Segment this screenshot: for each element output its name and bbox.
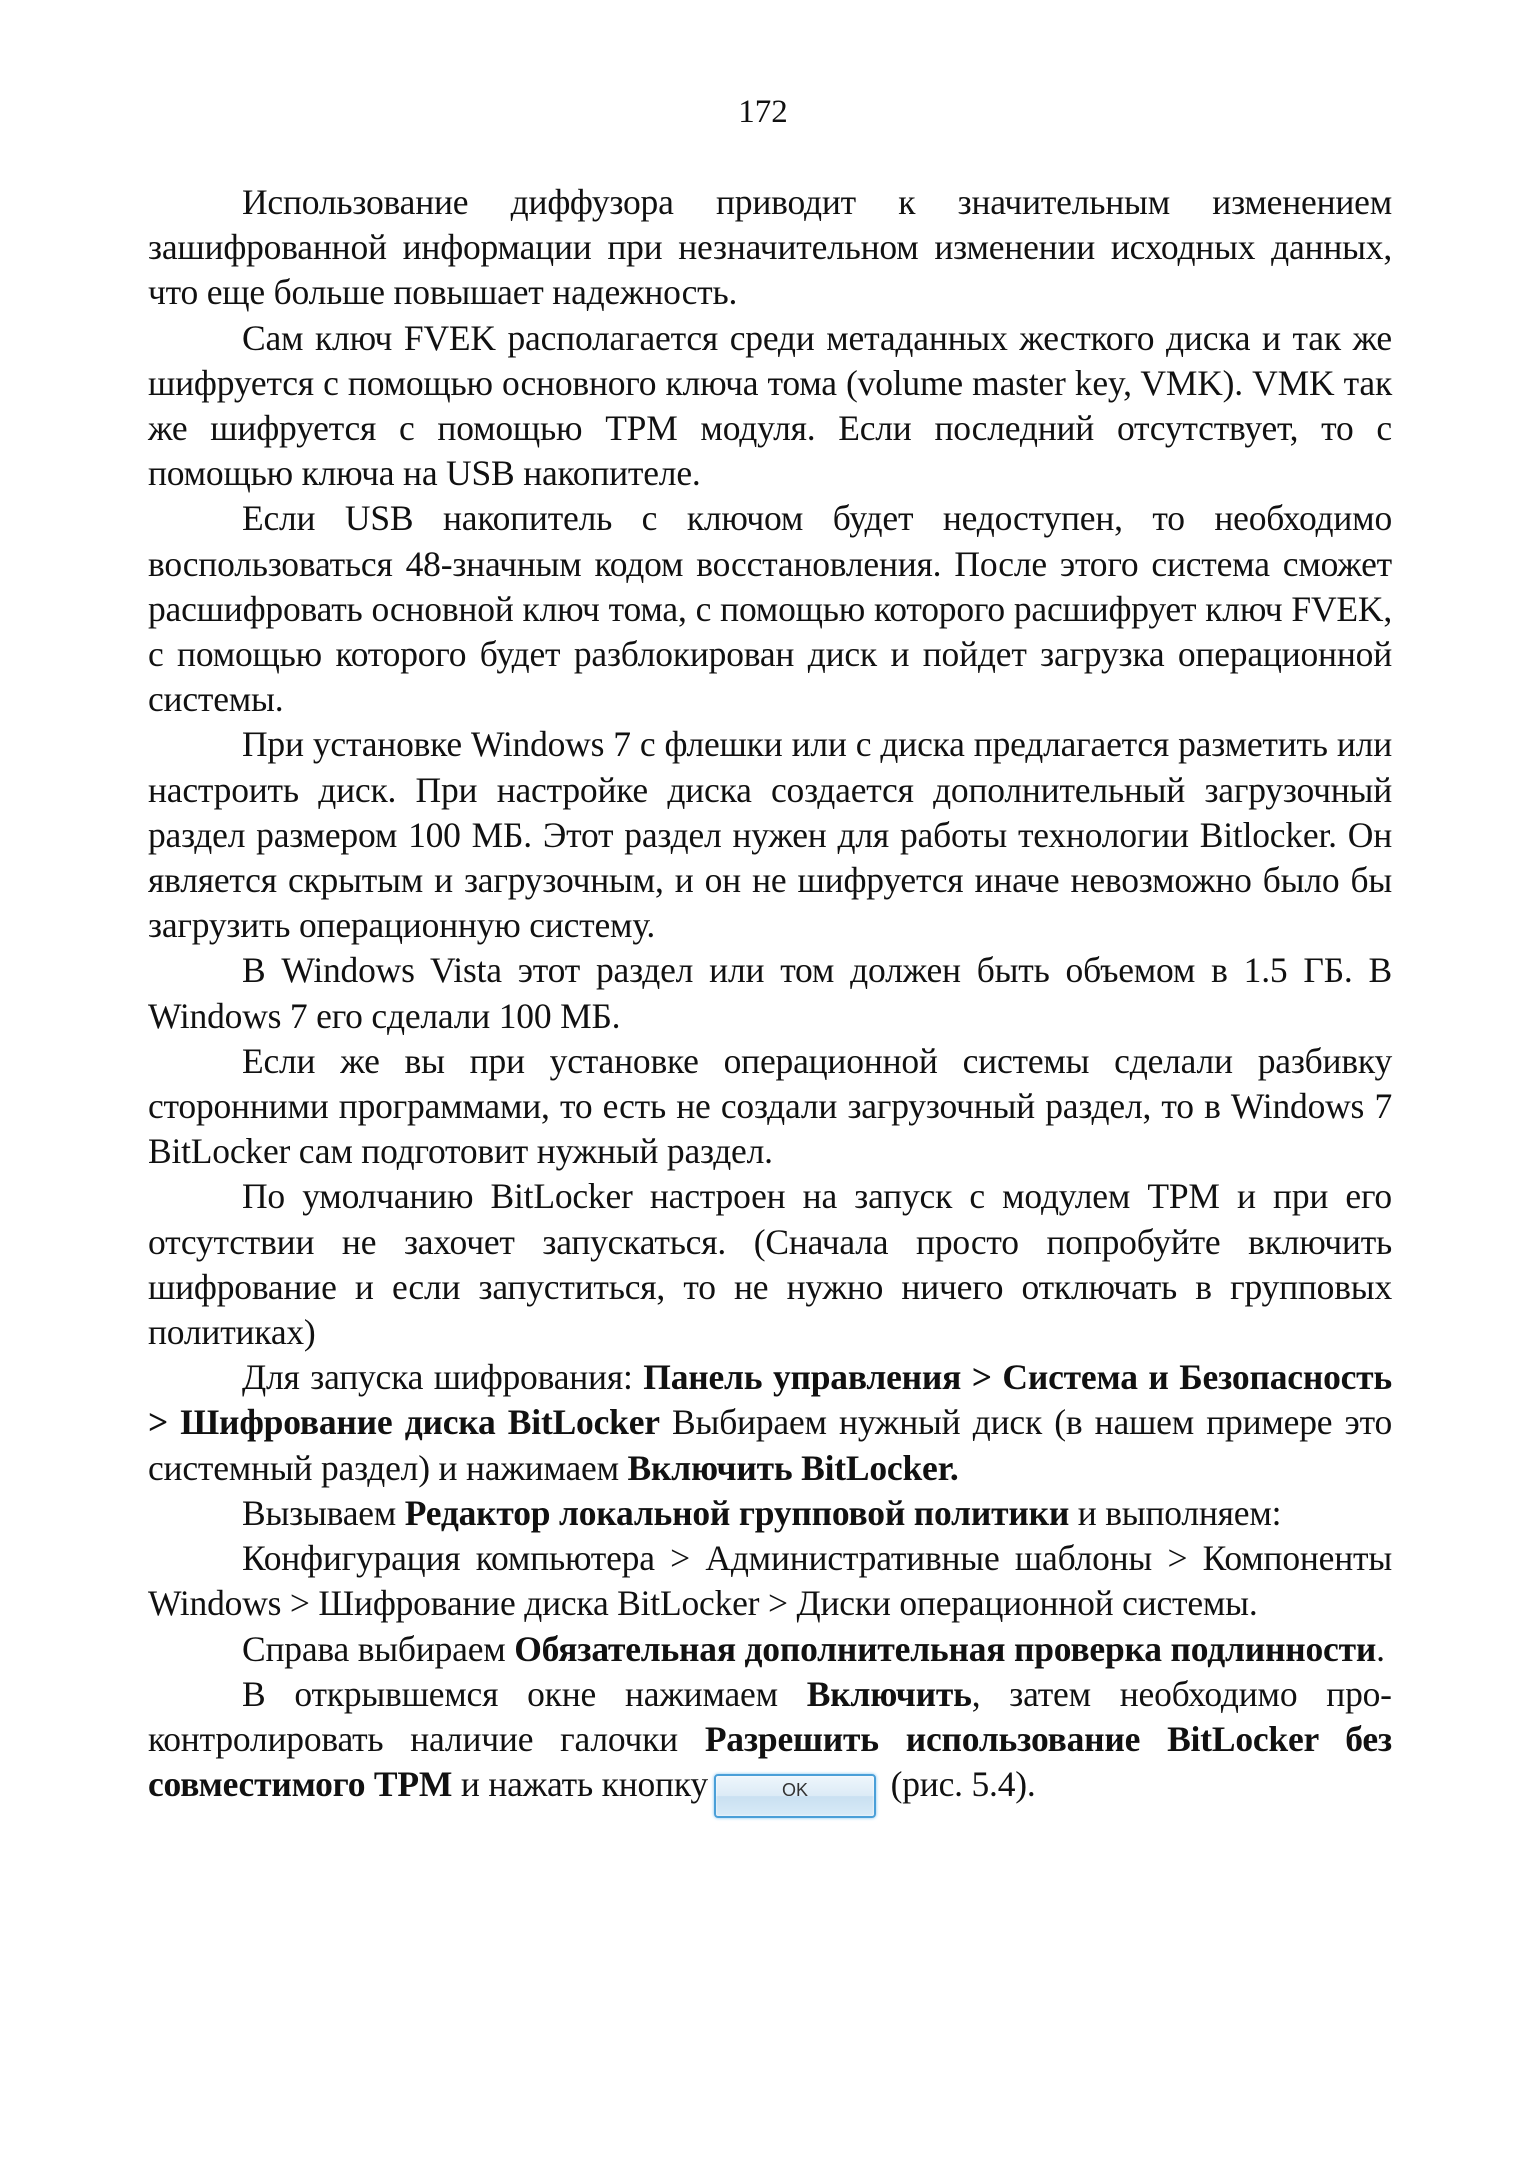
- group-policy-editor-label: Редактор локальной групповой политики: [404, 1492, 1070, 1533]
- ok-button[interactable]: [714, 1774, 876, 1818]
- paragraph-tpm-default: По умолчанию BitLocker настроен на запуск с модулем TPM и при его отсутствии не захочет запускаться. (Сначала просто попробуйте включить шифрование и если запуститься, то не нужно ничего отключать в групповых политиках): [148, 1176, 1392, 1353]
- menu-path-control-panel: Панель управления > Система и Безопасность > Шифрование диска BitLocker: [148, 1357, 1392, 1443]
- text-span: В открывшемся окне нажимаем: [242, 1673, 807, 1714]
- ok-button-label: OK: [781, 1780, 808, 1801]
- enable-bitlocker-label: Включить BitLocker.: [627, 1447, 959, 1488]
- paragraph-select-policy: [148, 1627, 1392, 1672]
- text-span: и нажать кнопку: [452, 1764, 708, 1805]
- paragraph-start-encryption: [148, 1355, 1392, 1491]
- page-number: 172: [738, 94, 788, 130]
- page-body: [148, 180, 1392, 1818]
- text-span: Вызываем: [242, 1492, 405, 1533]
- paragraph-policy-path: Конфигурация компьютера > Административные шаблоны > Компоненты Windows > Шифрование диска BitLocker > Диски операционной системы.: [148, 1538, 1392, 1624]
- enable-label: Включить: [806, 1673, 972, 1714]
- text-span: Для запуска шифрования:: [242, 1357, 644, 1398]
- text-span: , затем необходимо проконтролировать наличие галочки: [148, 1673, 1392, 1759]
- paragraph-boot-partition: При установке Windows 7 с флешки или с диска предлагается разметить или настроить диск. При настройке диска создается дополнительный загрузочный раздел размером 100 МБ. Этот раздел нужен для работы технологии Bitlocker. Он является скрытым и загрузочным, и он не шифруется иначе невозможно было бы загрузить операционную систему.: [148, 724, 1392, 946]
- text-span: и выполняем:: [1069, 1492, 1282, 1533]
- text-span: .: [1376, 1628, 1385, 1669]
- paragraph-diffuser: Использование диффузора приводит к значительным изменением зашифрованной информации при незначительном изменении исходных данных, что еще больше повышает надежность.: [148, 182, 1392, 313]
- figure-reference: (рис. 5.4).: [881, 1764, 1036, 1805]
- paragraph-group-policy-editor: [148, 1491, 1392, 1536]
- text-span: Выбираем нужный диск (в нашем примере это системный раздел) и нажимаем: [148, 1402, 1392, 1488]
- allow-bitlocker-without-tpm-label: Разрешить использование BitLocker без совместимого TPM: [148, 1718, 1392, 1805]
- paragraph-vista-partition: В Windows Vista этот раздел или том должен быть объемом в 1.5 ГБ. В Windows 7 его сделали 100 МБ.: [148, 950, 1392, 1036]
- policy-name-label: Обязательная дополнительная проверка подлинности: [514, 1628, 1377, 1669]
- paragraph-third-party-partitioning: Если же вы при установке операционной системы сделали разбивку сторонними программами, то есть не создали загрузочный раздел, то в Windows 7 BitLocker сам подготовит нужный раздел.: [148, 1040, 1392, 1172]
- paragraph-enable-without-tpm: [148, 1672, 1392, 1818]
- paragraph-fvek-key: Сам ключ FVEK располагается среди метаданных жесткого диска и так же шифруется с помощью основного ключа тома (volume master key, VMK). VMK так же шифруется с помощью TPM модуля. Если последний отсутствует, то с помощью ключа на USB накопителе.: [148, 317, 1392, 494]
- text-span: Справа выбираем: [242, 1628, 515, 1669]
- paragraph-recovery-code: Если USB накопитель с ключом будет недоступен, то необходимо воспользоваться 48-значным кодом восстановления. После этого система сможет расшифровать основной ключ тома, с помощью которого расшифрует ключ FVEK, с помощью которого будет разблокирован диск и пойдет загрузка операционной системы.: [148, 498, 1392, 720]
